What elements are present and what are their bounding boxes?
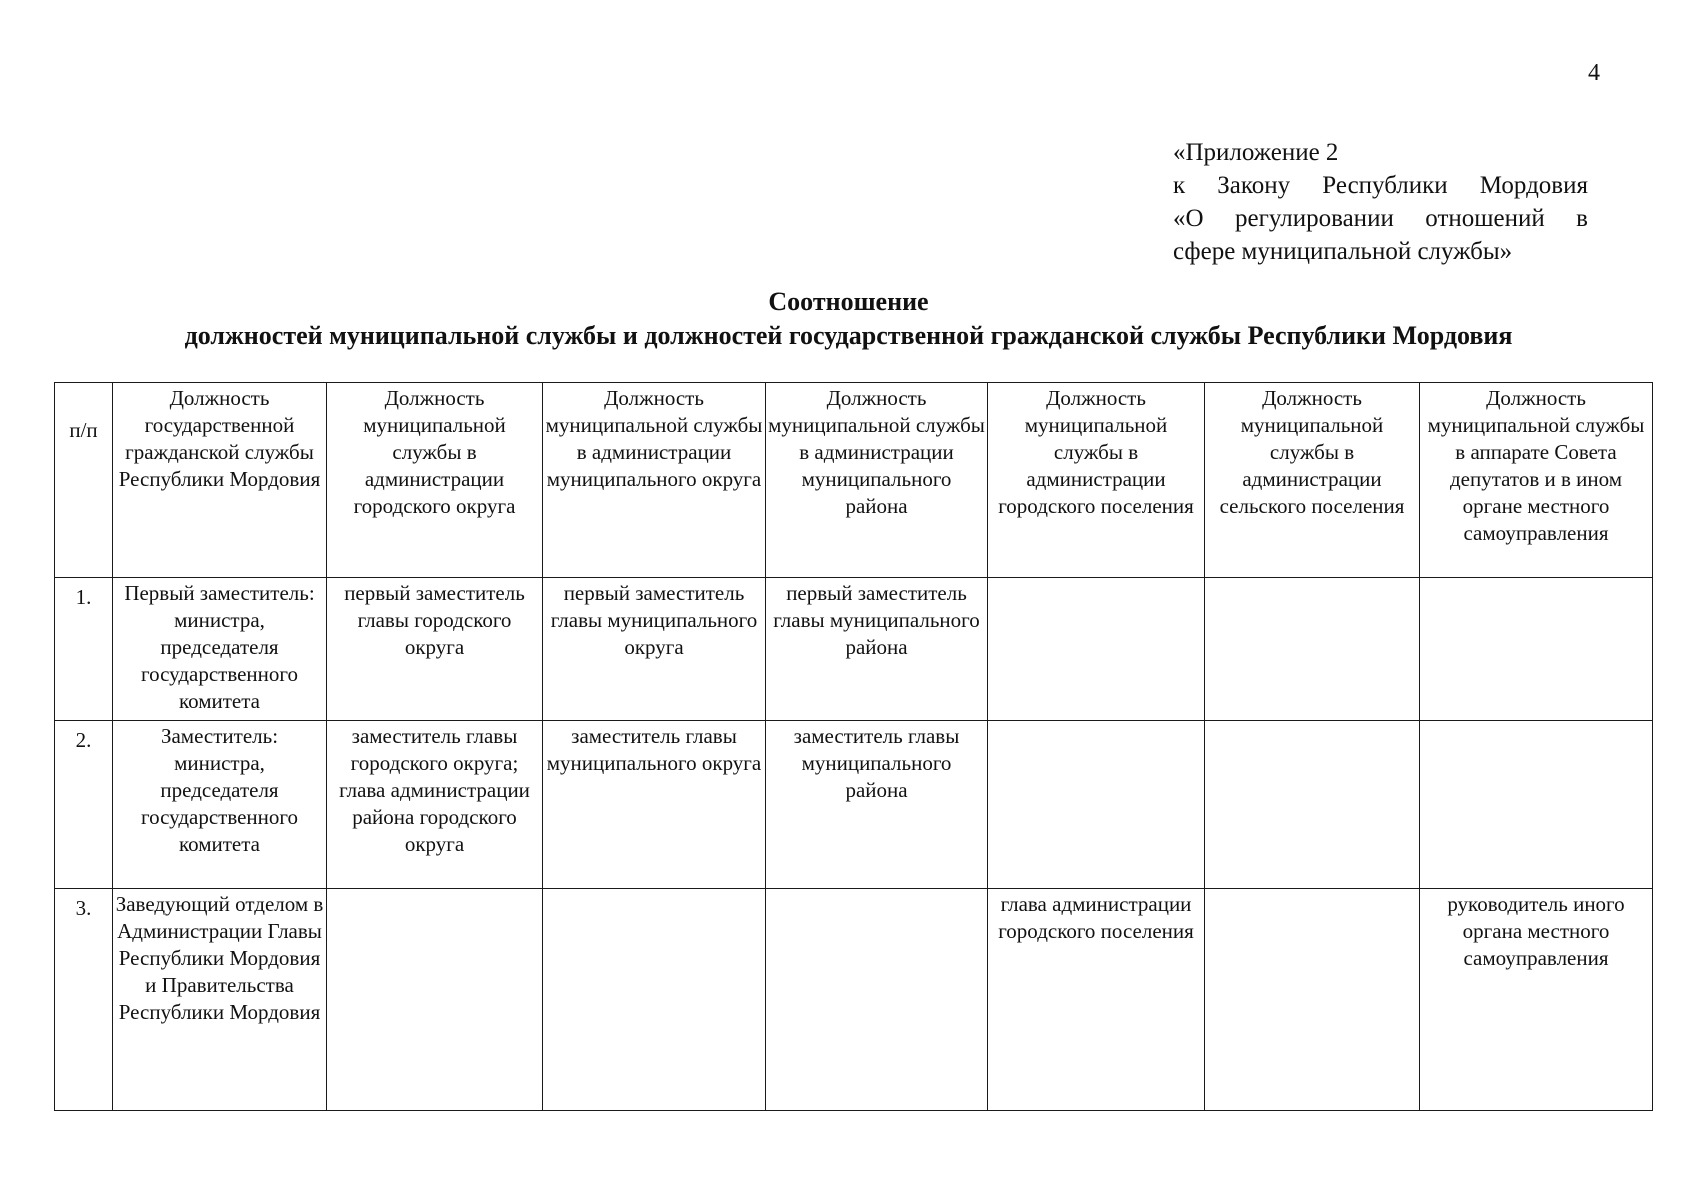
title-line-1: Соотношение xyxy=(768,287,929,316)
table-row xyxy=(55,721,1653,889)
title-line-2: должностей муниципальной службы и должностей государственной гражданской службы Республики Мордовия xyxy=(184,321,1513,350)
document-title xyxy=(0,285,1697,353)
table-cell: 1. xyxy=(55,578,113,721)
header-cell-municipal-okrug: Должность муниципальной службы в администрации муниципального округа xyxy=(543,383,766,578)
table-cell: Заведующий отделом в Администрации Главы Республики Мордовия и Правительства Республики Мордовия xyxy=(113,889,327,1111)
table-cell xyxy=(988,578,1205,721)
table-row xyxy=(55,578,1653,721)
page-number: 4 xyxy=(1588,60,1600,86)
table-cell xyxy=(1420,721,1653,889)
table-cell: заместитель главы муниципального округа xyxy=(543,721,766,889)
table-cell xyxy=(327,889,543,1111)
header-cell-urban-settlement: Должность муниципальной службы в администрации городского поселения xyxy=(988,383,1205,578)
table-cell xyxy=(766,889,988,1111)
appendix-line-3: «О регулировании отношений в xyxy=(1173,205,1588,232)
table-cell: заместитель главы городского округа; глава администрации района городского округа xyxy=(327,721,543,889)
table-cell: 3. xyxy=(55,889,113,1111)
table-cell xyxy=(1205,721,1420,889)
header-cell-number: п/п xyxy=(55,383,113,578)
table-cell: 2. xyxy=(55,721,113,889)
table-cell: первый заместитель главы городского округа xyxy=(327,578,543,721)
table-cell: Первый заместитель: министра, председателя государственного комитета xyxy=(113,578,327,721)
table-cell: заместитель главы муниципального района xyxy=(766,721,988,889)
appendix-line-2: к Закону Республики Мордовия xyxy=(1173,172,1588,199)
table-cell xyxy=(543,889,766,1111)
header-cell-rural-settlement: Должность муниципальной службы в администрации сельского поселения xyxy=(1205,383,1420,578)
position-correspondence-table xyxy=(54,382,1653,1111)
table-cell xyxy=(988,721,1205,889)
table-cell xyxy=(1420,578,1653,721)
header-cell-municipal-district: Должность муниципальной службы в администрации муниципального района xyxy=(766,383,988,578)
appendix-note xyxy=(1173,136,1588,268)
appendix-line-4: сфере муниципальной службы» xyxy=(1173,238,1513,265)
header-cell-city-district: Должность муниципальной службы в администрации городского округа xyxy=(327,383,543,578)
appendix-line-1: «Приложение 2 xyxy=(1173,139,1339,166)
header-cell-council-apparatus: Должность муниципальной службы в аппарате Совета депутатов и в ином органе местного самоуправления xyxy=(1420,383,1653,578)
table-row xyxy=(55,889,1653,1111)
table-cell: первый заместитель главы муниципального округа xyxy=(543,578,766,721)
table-cell: первый заместитель главы муниципального района xyxy=(766,578,988,721)
header-cell-state-position: Должность государственной гражданской службы Республики Мордовия xyxy=(113,383,327,578)
table-cell: Заместитель: министра, председателя государственного комитета xyxy=(113,721,327,889)
table-cell xyxy=(1205,889,1420,1111)
table-cell: руководитель иного органа местного самоуправления xyxy=(1420,889,1653,1111)
table-cell: глава администрации городского поселения xyxy=(988,889,1205,1111)
table-header-row xyxy=(55,383,1653,578)
table-cell xyxy=(1205,578,1420,721)
